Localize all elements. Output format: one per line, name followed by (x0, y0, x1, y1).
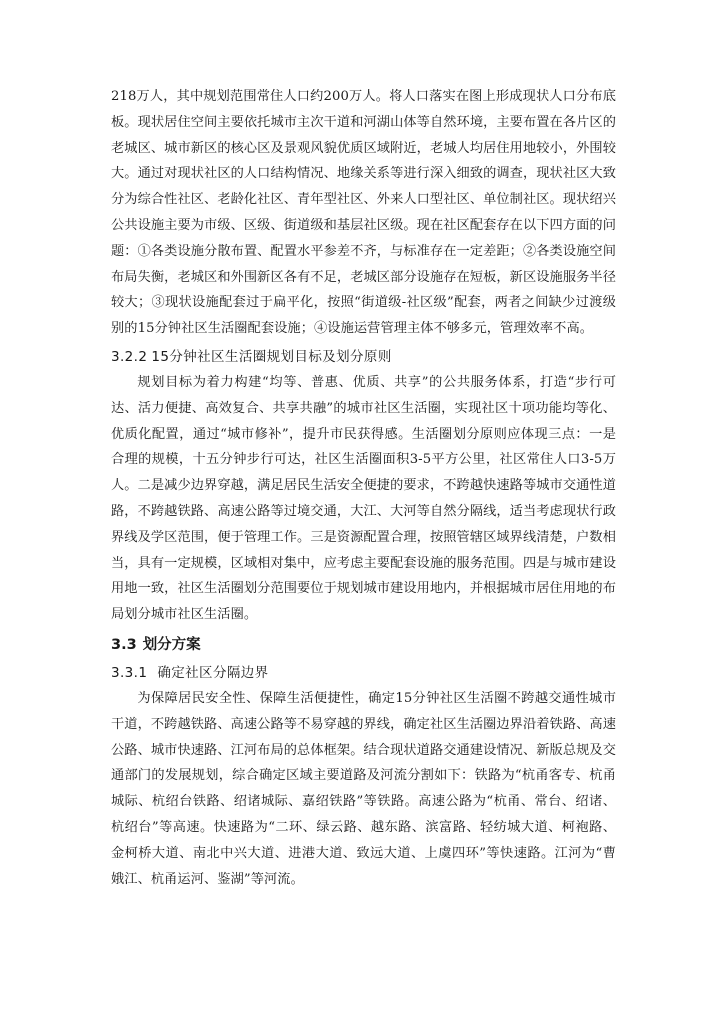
document-page (111, 84, 616, 892)
paragraph-planning-goals: 规划目标为着力构建“均等、普惠、优质、共享”的公共服务体系，打造“步行可达、活力便捷、高效复合、共享共融”的城市社区生活圈，实现社区十项功能均等化、优质化配置，通过“城市修补”，提升市民获得感。生活圈划分原则应体现三点：一是合理的规模，十五分钟步行可达，社区生活圈面积3-5平方公里，社区常住人口3-5万人。二是减少边界穿越，满足居民生活安全便捷的要求，不跨越快速路等城市交通性道路，不跨越铁路、高速公路等过境交通，大江、大河等自然分隔线，适当考虑现状行政界线及学区范围，便于管理工作。三是资源配置合理，按照管辖区域界线清楚，户数相当，具有一定规模，区域相对集中，应考虑主要配套设施的服务范围。四是与城市建设用地一致，社区生活圈划分范围要位于规划城市建设用地内，并根据城市居住用地的布局划分城市社区生活圈。 (111, 374, 616, 623)
section-number: 3.3.1 (111, 664, 148, 681)
section-number: 3.3 (111, 636, 137, 653)
section-heading-3-2-2 (111, 344, 616, 370)
paragraph-population-status: 218万人，其中规划范围常住人口约200万人。将人口落实在图上形成现状人口分布底板。现状居住空间主要依托城市主次干道和河湖山体等自然环境，主要布置在各片区的老城区、城市新区的核心区及景观风貌优质区域附近，老城人均居住用地较小，外围较大。通过对现状社区的人口结构情况、地缘关系等进行深入细致的调查，现状社区大致分为综合性社区、老龄化社区、青年型社区、外来人口型社区、单位制社区。现状绍兴公共设施主要为市级、区级、街道级和基层社区级。现在社区配套存在以下四方面的问题：①各类设施分散布置、配置水平参差不齐，与标准存在一定差距；②各类设施空间布局失衡，老城区和外围新区各有不足，老城区部分设施存在短板，新区设施服务半径较大；③现状设施配套过于扁平化，按照“街道级-社区级”配套，两者之间缺少过渡级别的15分钟社区生活圈配套设施；④设施运营管理主体不够多元，管理效率不高。 (111, 89, 616, 337)
section-heading-3-3-1 (111, 660, 616, 686)
section-title: 划分方案 (142, 636, 201, 653)
section-heading-3-3 (111, 632, 616, 658)
section-number: 3.2.2 (111, 348, 148, 365)
section-title: 15分钟社区生活圈规划目标及划分原则 (151, 348, 392, 365)
section-title: 确定社区分隔边界 (157, 664, 269, 681)
paragraph-boundary-definition: 为保障居民安全性、保障生活便捷性，确定15分钟社区生活圈不跨越交通性城市干道，不跨越铁路、高速公路等不易穿越的界线，确定社区生活圈边界沿着铁路、高速公路、城市快速路、江河布局的总体框架。结合现状道路交通建设情况、新版总规及交通部门的发展规划，综合确定区域主要道路及河流分割如下：铁路为“杭甬客专、杭甬城际、杭绍台铁路、绍诸城际、嘉绍铁路”等铁路。高速公路为“杭甬、常台、绍诸、杭绍台”等高速。快速路为“二环、绿云路、越东路、滨富路、轻纺城大道、柯袍路、金柯桥大道、南北中兴大道、进港大道、致远大道、上虞四环”等快速路。江河为“曹娥江、杭甬运河、鉴湖”等河流。 (111, 690, 616, 887)
